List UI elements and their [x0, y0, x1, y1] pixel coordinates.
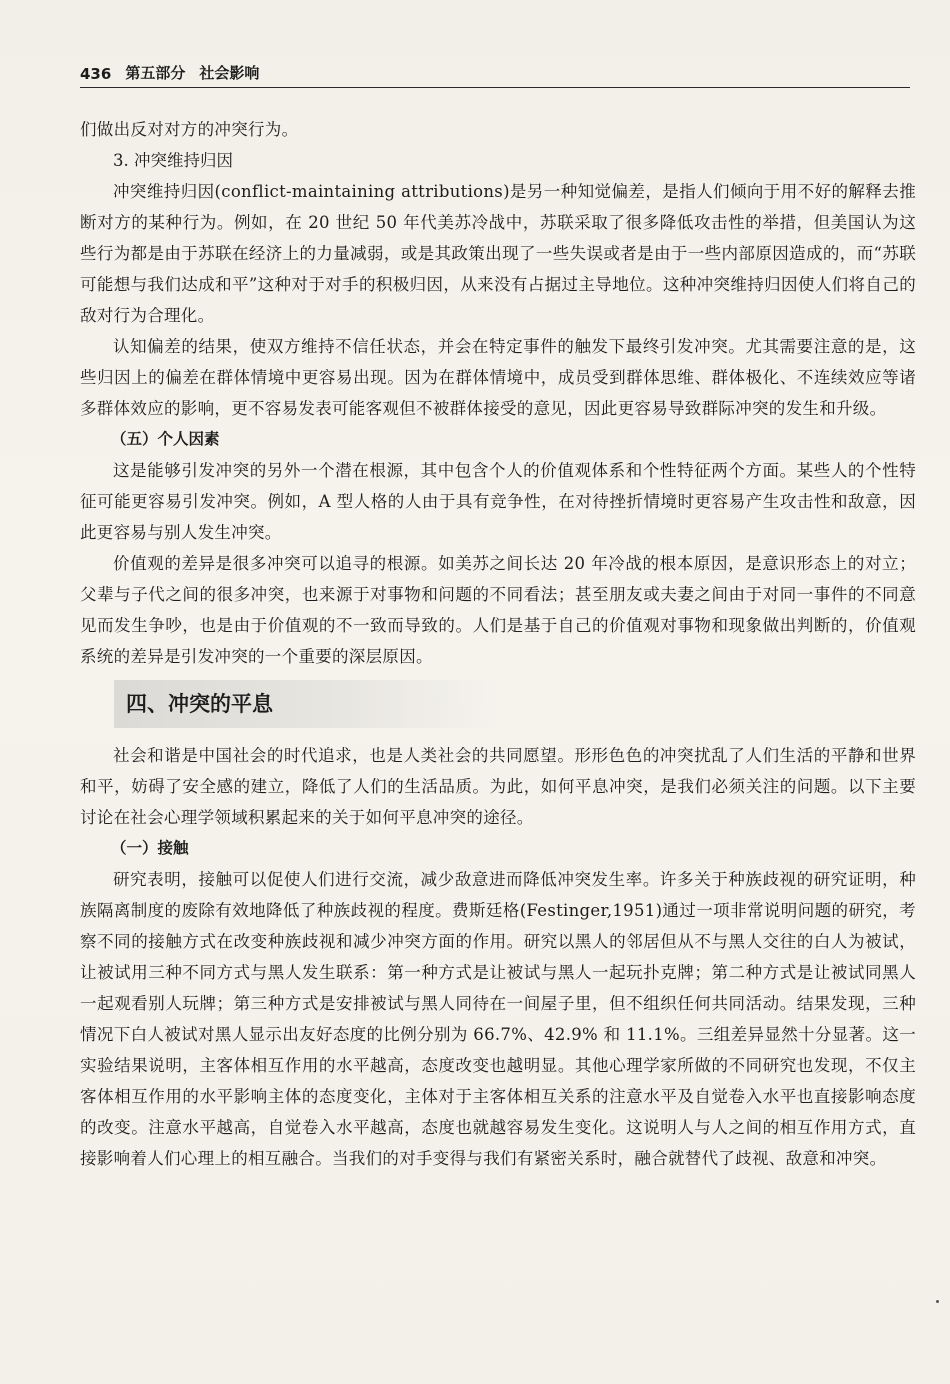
paragraph-cognitive-bias: 认知偏差的结果，使双方维持不信任状态，并会在特定事件的触发下最终引发冲突。尤其需要注意的是，这些归因上的偏差在群体情境中更容易出现。因为在群体情境中，成员受到群体思维、群体极化、不连续效应等诸多群体效应的影响，更不容易发表可能客观但不被群体接受的意见，因此更容易导致群际冲突的发生和升级。 — [80, 337, 916, 418]
paragraph-values: 价值观的差异是很多冲突可以追寻的根源。如美苏之间长达 20 年冷战的根本原因，是意识形态上的对立；父辈与子代之间的很多冲突，也来源于对事物和问题的不同看法；甚至朋友或夫妻之间由于对同一事件的不同意见而发生争吵，也是由于价值观的不一致而导致的。人们是基于自己的价值观对事物和现象做出判断的，价值观系统的差异是引发冲突的一个重要的深层原因。 — [80, 554, 916, 666]
section-title: 四、冲突的平息 — [114, 680, 498, 728]
part-label: 第五部分 — [125, 64, 186, 82]
numbered-subheading: 3. 冲突维持归因 — [113, 151, 233, 170]
paragraph-contact-research: 研究表明，接触可以促使人们进行交流，减少敌意进而降低冲突发生率。许多关于种族歧视的研究证明，种族隔离制度的废除有效地降低了种族歧视的程度。费斯廷格(Festinger,1951)通过一项非常说明问题的研究，考察不同的接触方式在改变种族歧视和减少冲突方面的作用。研究以黑人的邻居但从不与黑人交往的白人为被试，让被试用三种不同方式与黑人发生联系：第一种方式是让被试与黑人一起玩扑克牌；第二种方式是让被试同黑人一起观看别人玩牌；第三种方式是安排被试与黑人同待在一间屋子里，但不组织任何共同活动。结果发现，三种情况下白人被试对黑人显示出友好态度的比例分别为 66.7%、42.9% 和 11.1%。三组差异显然十分显著。这一实验结果说明，主客体相互作用的水平越高，态度改变也越明显。其他心理学家所做的不同研究也发现，不仅主客体相互作用的水平影响主体的态度变化，主体对于主客体相互关系的注意水平及自觉卷入水平也直接影响态度的改变。注意水平越高，自觉卷入水平越高，态度也就越容易发生变化。这说明人与人之间的相互作用方式，直接影响着人们心理上的相互融合。当我们的对手变得与我们有紧密关系时，融合就替代了歧视、敌意和冲突。 — [80, 870, 916, 1168]
paragraph-continuation: 们做出反对对方的冲突行为。 — [80, 120, 299, 139]
subheading-personal-factors: （五）个人因素 — [111, 430, 220, 448]
part-title: 社会影响 — [199, 64, 260, 82]
subheading-contact: （一）接触 — [111, 839, 189, 857]
paragraph-conflict-attributions: 冲突维持归因(conflict-maintaining attributions)是另一种知觉偏差，是指人们倾向于用不好的解释去推断对方的某种行为。例如，在 20 世纪 50 年代美苏冷战中，苏联采取了很多降低攻击性的举措，但美国认为这些行为都是由于苏联在经济上的力量减弱，或是其政策出现了一些失误或者是由于一些内部原因造成的，而“苏联可能想与我们达成和平”这种对于对手的积极归因，从来没有占据过主导地位。这种冲突维持归因使人们将自己的敌对行为合理化。 — [80, 182, 916, 325]
body-text — [80, 114, 916, 1174]
page-number: 436 — [80, 65, 112, 83]
paragraph-personality: 这是能够引发冲突的另外一个潜在根源，其中包含个人的价值观体系和个性特征两个方面。某些人的个性特征可能更容易引发冲突。例如，A 型人格的人由于具有竞争性，在对待挫折情境时更容易产生攻击性和敌意，因此更容易与别人发生冲突。 — [80, 461, 916, 542]
paragraph-harmony: 社会和谐是中国社会的时代追求，也是人类社会的共同愿望。形形色色的冲突扰乱了人们生活的平静和世界和平，妨碍了安全感的建立，降低了人们的生活品质。为此，如何平息冲突，是我们必须关注的问题。以下主要讨论在社会心理学领域积累起来的关于如何平息冲突的途径。 — [80, 746, 916, 827]
scan-speck — [936, 1300, 939, 1303]
running-head — [80, 62, 910, 88]
